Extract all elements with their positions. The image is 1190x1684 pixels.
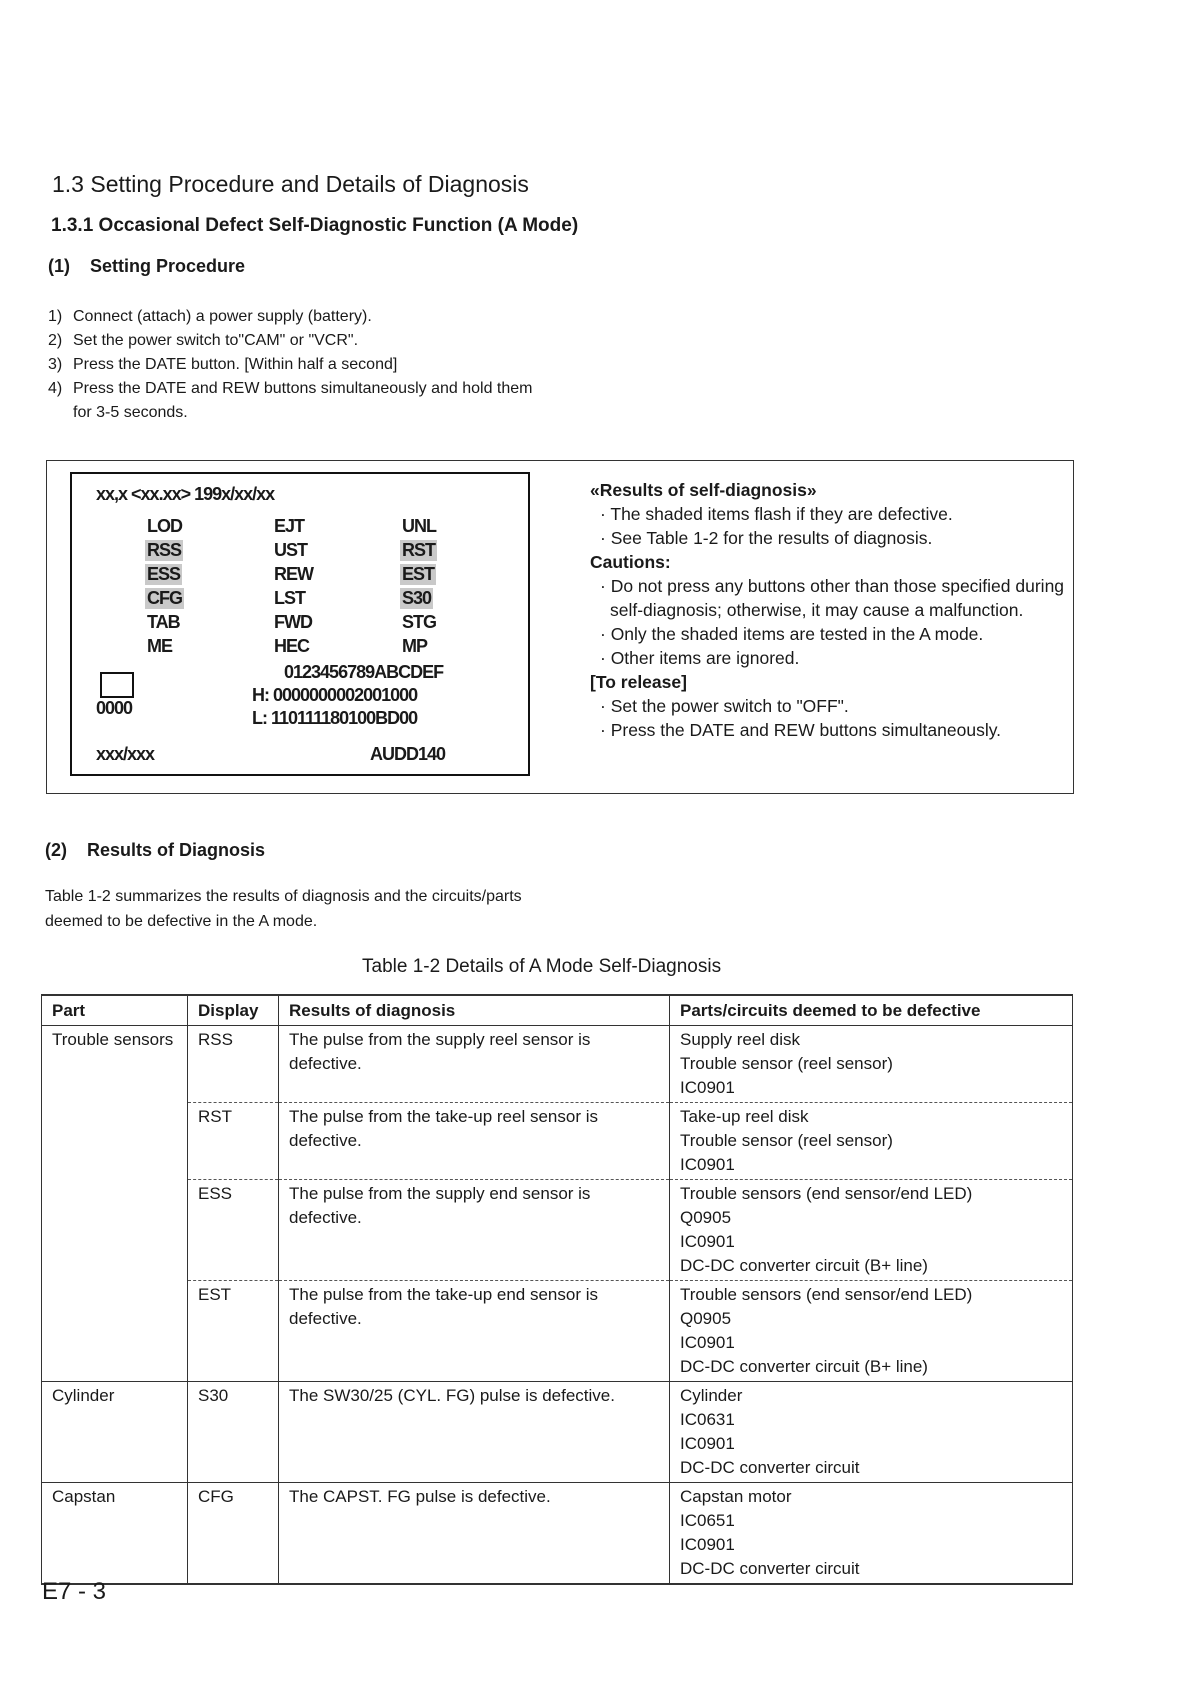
list-item: · Only the shaded items are tested in the A mode. [600, 624, 984, 644]
parts-cell: Take-up reel disk Trouble sensor (reel sensor) IC0901 [670, 1103, 1073, 1180]
list-item: · Set the power switch to "OFF". [600, 696, 849, 716]
results-heading [45, 840, 265, 861]
table-caption: Table 1-2 Details of A Mode Self-Diagnosis [362, 956, 722, 977]
screen-item-cfg: CFG [147, 588, 182, 608]
table-header-row [42, 995, 1073, 1026]
screen-item-lod: LOD [147, 516, 182, 536]
screen-item-hec: HEC [274, 636, 310, 656]
list-item: 3) Press the DATE button. [Within half a second] [48, 356, 398, 373]
list-item: 4) Press the DATE and REW buttons simultaneously and hold them for 3-5 seconds. [48, 380, 533, 421]
screen-item-rss: RSS [147, 540, 182, 560]
display-cell: S30 [188, 1382, 279, 1483]
setting-steps-list [48, 305, 533, 425]
screen-item-est: EST [402, 564, 435, 584]
table-row [42, 1180, 1073, 1281]
screen-item-s30: S30 [402, 588, 432, 608]
result-cell: The pulse from the take-up reel sensor is defective. [279, 1103, 670, 1180]
column-header-display: Display [188, 995, 279, 1026]
display-cell: ESS [188, 1180, 279, 1281]
list-item: 1) Connect (attach) a power supply (battery). [48, 308, 372, 325]
part-cell: Cylinder [42, 1382, 188, 1483]
results-note-title: «Results of self-diagnosis» [590, 480, 817, 500]
result-cell: The SW30/25 (CYL. FG) pulse is defective. [279, 1382, 670, 1483]
release-title: [To release] [590, 672, 687, 692]
parts-cell: Cylinder IC0631 IC0901 DC-DC converter circuit [670, 1382, 1073, 1483]
list-item: · Other items are ignored. [600, 648, 800, 668]
setting-procedure-heading [48, 256, 245, 277]
page-number: E7 - 3 [42, 1578, 107, 1605]
cautions-title: Cautions: [590, 552, 671, 572]
setting-procedure-title: Setting Procedure [90, 256, 246, 276]
screen-item-unl: UNL [402, 516, 436, 536]
table-row [42, 1483, 1073, 1585]
display-cell: EST [188, 1281, 279, 1382]
parts-cell: Trouble sensors (end sensor/end LED) Q0905 IC0901 DC-DC converter circuit (B+ line) [670, 1180, 1073, 1281]
result-cell: The pulse from the supply end sensor is defective. [279, 1180, 670, 1281]
display-cell: RST [188, 1103, 279, 1180]
list-item: · The shaded items flash if they are defective. [600, 504, 953, 524]
parts-cell: Supply reel disk Trouble sensor (reel sensor) IC0901 [670, 1026, 1073, 1103]
results-number: (2) [45, 840, 67, 860]
screen-header: xx,x <xx.xx> 199x/xx/xx [96, 484, 275, 504]
list-item: · See Table 1-2 for the results of diagnosis. [600, 528, 933, 548]
section-heading: 1.3 Setting Procedure and Details of Diagnosis [52, 171, 529, 197]
diagnosis-table [41, 994, 1073, 1585]
screen-l-line: L: 110111180100BD00 [252, 708, 418, 728]
screen-item-tab: TAB [147, 612, 180, 632]
column-header-parts: Parts/circuits deemed to be defective [670, 995, 1073, 1026]
screen-hex-row: 0123456789ABCDEF [284, 662, 444, 682]
parts-cell: Capstan motor IC0651 IC0901 DC-DC converter circuit [670, 1483, 1073, 1585]
column-header-result: Results of diagnosis [279, 995, 670, 1026]
results-description: Table 1-2 summarizes the results of diagnosis and the circuits/parts deemed to be defective in the A mode. [45, 888, 522, 930]
screen-footer-right: AUDD140 [370, 744, 446, 764]
screen-item-fwd: FWD [274, 612, 312, 632]
screen-counter: 0000 [96, 698, 133, 718]
table-row [42, 1026, 1073, 1103]
screen-item-stg: STG [402, 612, 437, 632]
table-row [42, 1281, 1073, 1382]
screen-h-line: H: 0000000002001000 [252, 685, 418, 705]
parts-cell: Trouble sensors (end sensor/end LED) Q0905 IC0901 DC-DC converter circuit (B+ line) [670, 1281, 1073, 1382]
screen-item-ust: UST [274, 540, 307, 560]
screen-square-marker [100, 672, 134, 698]
screen-item-ess: ESS [147, 564, 181, 584]
screen-item-rew: REW [274, 564, 313, 584]
table-row [42, 1382, 1073, 1483]
result-cell: The pulse from the take-up end sensor is defective. [279, 1281, 670, 1382]
screen-item-rst: RST [402, 540, 435, 560]
setting-procedure-number: (1) [48, 256, 70, 276]
screen-item-ejt: EJT [274, 516, 305, 536]
part-cell: Capstan [42, 1483, 188, 1585]
part-cell: Trouble sensors [42, 1026, 188, 1382]
screen-item-me: ME [147, 636, 172, 656]
list-item: 2) Set the power switch to"CAM" or "VCR". [48, 332, 359, 349]
screen-item-mp: MP [402, 636, 427, 656]
list-item: · Press the DATE and REW buttons simultaneously. [600, 720, 1002, 740]
screen-footer-left: xxx/xxx [96, 744, 155, 764]
result-cell: The CAPST. FG pulse is defective. [279, 1483, 670, 1585]
screen-item-lst: LST [274, 588, 305, 608]
results-title: Results of Diagnosis [87, 840, 266, 860]
subsection-heading: 1.3.1 Occasional Defect Self-Diagnostic Function (A Mode) [51, 215, 579, 236]
table-row [42, 1103, 1073, 1180]
diagnosis-notes [590, 478, 1080, 742]
list-item: · Do not press any buttons other than those specified during self-diagnosis; otherwise, it may cause a malfunction. [600, 576, 1065, 620]
column-header-part: Part [42, 995, 188, 1026]
display-cell: CFG [188, 1483, 279, 1585]
result-cell: The pulse from the supply reel sensor is defective. [279, 1026, 670, 1103]
display-cell: RSS [188, 1026, 279, 1103]
diagnosis-screen [70, 472, 530, 776]
